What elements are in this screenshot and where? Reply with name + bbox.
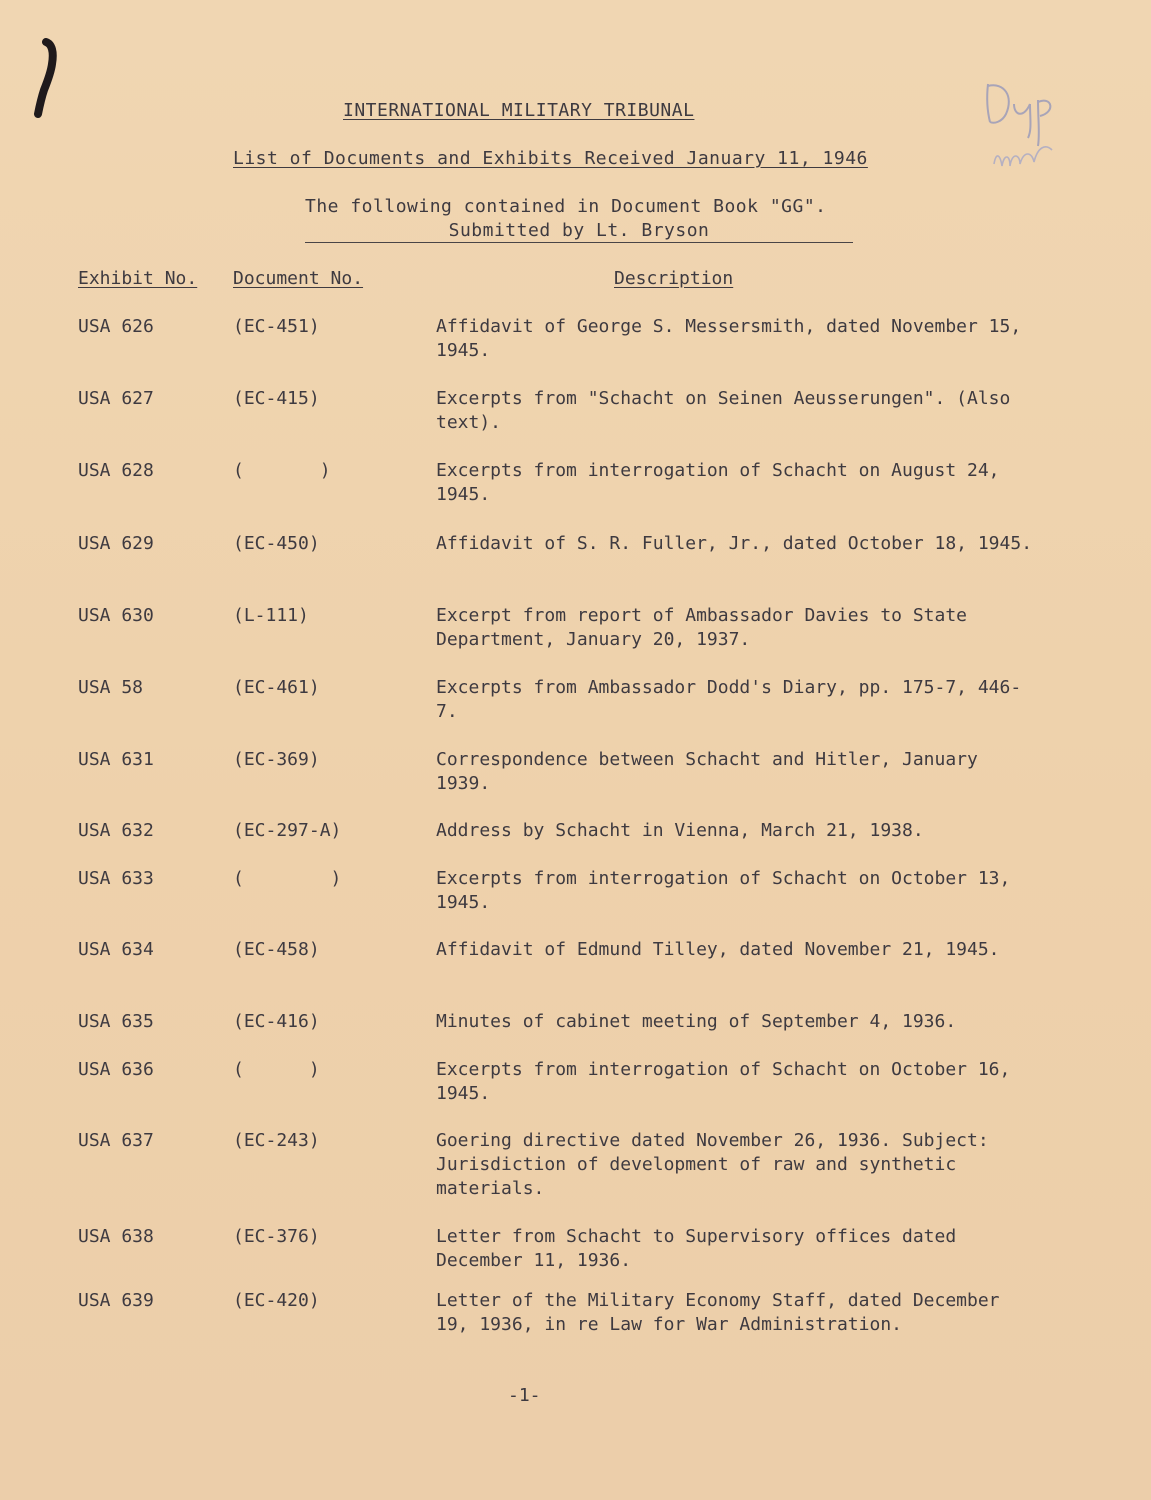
submitted-by-line: Submitted by Lt. Bryson [305, 220, 853, 243]
document-number: (EC-369) [233, 749, 320, 770]
description-text: Affidavit of Edmund Tilley, dated November 21, 1945. [436, 939, 1000, 960]
document-number: (EC-376) [233, 1226, 320, 1247]
description-text: Letter of the Military Economy Staff, dated December 19, 1936, in re Law for War Administration. [436, 1290, 1000, 1335]
document-number: (EC-416) [233, 1011, 320, 1032]
description-text: Excerpts from interrogation of Schacht on August 24, 1945. [436, 460, 1000, 505]
document-number: ( ) [233, 1059, 320, 1080]
exhibit-number: USA 633 [78, 868, 154, 889]
exhibit-number: USA 639 [78, 1290, 154, 1311]
document-number: (EC-458) [233, 939, 320, 960]
exhibit-number: USA 629 [78, 533, 154, 554]
exhibit-number: USA 626 [78, 316, 154, 337]
intro-line: The following contained in Document Book "GG". [305, 196, 827, 217]
description-text: Minutes of cabinet meeting of September 4, 1936. [436, 1011, 957, 1032]
document-title: INTERNATIONAL MILITARY TRIBUNAL [343, 100, 695, 121]
handwritten-annotation-icon [980, 74, 1065, 184]
document-number: (EC-420) [233, 1290, 320, 1311]
exhibit-number: USA 630 [78, 605, 154, 626]
page-number: -1- [508, 1385, 541, 1406]
exhibit-number: USA 631 [78, 749, 154, 770]
document-number: (L-111) [233, 605, 309, 626]
column-header-description: Description [614, 268, 734, 289]
document-number: ( ) [233, 868, 342, 889]
description-text: Address by Schacht in Vienna, March 21, 1938. [436, 820, 924, 841]
document-number: (EC-450) [233, 533, 320, 554]
document-number: ( ) [233, 460, 331, 481]
description-text: Affidavit of George S. Messersmith, dated November 15, 1945. [436, 316, 1022, 361]
document-number: (EC-243) [233, 1130, 320, 1151]
exhibit-number: USA 632 [78, 820, 154, 841]
exhibit-number: USA 628 [78, 460, 154, 481]
description-text: Excerpts from "Schacht on Seinen Aeusserungen". (Also text). [436, 388, 1011, 433]
description-text: Excerpts from interrogation of Schacht on October 16, 1945. [436, 1059, 1011, 1104]
exhibit-number: USA 634 [78, 939, 154, 960]
exhibit-number: USA 58 [78, 677, 144, 698]
document-number: (EC-297-A) [233, 820, 342, 841]
document-number: (EC-415) [233, 388, 320, 409]
exhibit-number: USA 627 [78, 388, 154, 409]
description-text: Excerpts from interrogation of Schacht on October 13, 1945. [436, 868, 1011, 913]
description-text: Letter from Schacht to Supervisory offices dated December 11, 1936. [436, 1226, 957, 1271]
column-header-document: Document No. [233, 268, 364, 289]
description-text: Excerpts from Ambassador Dodd's Diary, pp. 175-7, 446-7. [436, 677, 1022, 722]
exhibit-number: USA 636 [78, 1059, 154, 1080]
ink-mark-icon [30, 38, 70, 123]
description-text: Excerpt from report of Ambassador Davies to State Department, January 20, 1937. [436, 605, 968, 650]
description-text: Affidavit of S. R. Fuller, Jr., dated October 18, 1945. [436, 533, 1033, 554]
exhibit-number: USA 637 [78, 1130, 154, 1151]
document-subtitle: List of Documents and Exhibits Received January 11, 1946 [233, 148, 868, 169]
column-header-exhibit: Exhibit No. [78, 268, 198, 289]
document-number: (EC-461) [233, 677, 320, 698]
exhibit-number: USA 638 [78, 1226, 154, 1247]
exhibit-number: USA 635 [78, 1011, 154, 1032]
document-number: (EC-451) [233, 316, 320, 337]
description-text: Goering directive dated November 26, 1936. Subject: Jurisdiction of development of raw and synthetic materials. [436, 1130, 989, 1199]
description-text: Correspondence between Schacht and Hitler, January 1939. [436, 749, 978, 794]
